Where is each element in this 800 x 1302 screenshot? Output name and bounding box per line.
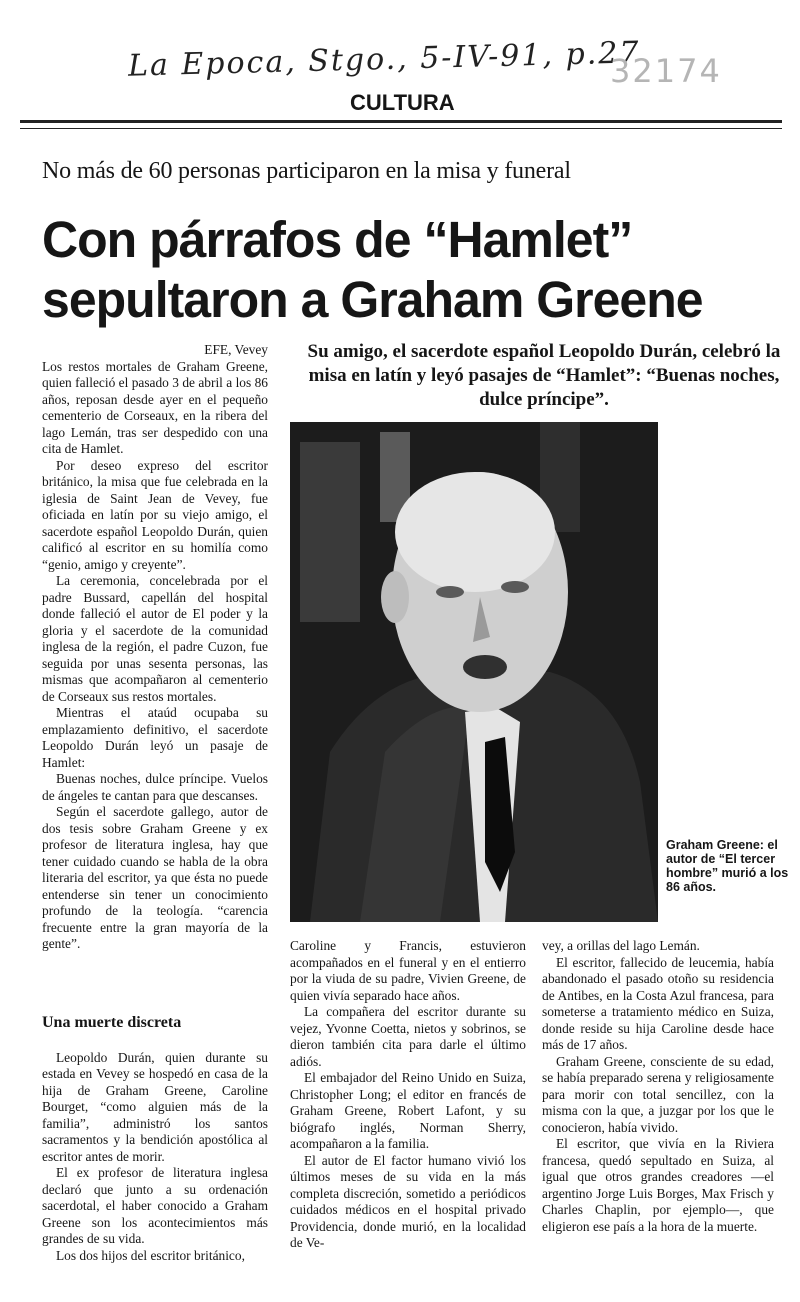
paragraph: Graham Greene, consciente de su edad, se había preparado serena y religiosamente para morir con total sencillez, con la misma con la que, a juzgar por los que le conocieron, había vivido. — [542, 1053, 774, 1135]
paragraph: El escritor, que vivía en la Riviera francesa, quedó sepultado en Suiza, al igual que otros grandes creadores —el argentino Jorge Luis Borges, Max Frisch y Charles Chaplin, por ejemplo—, que eligieron ese país a la hora de la muerte. — [542, 1136, 774, 1234]
paragraph: Leopoldo Durán, quien durante su estada en Vevey se hospedó en casa de la hija de Graham Greene, Caroline Bourget, “como alguien más de la familia”, administró los santos sacramentos y la bendición apostólica al escritor antes de morir. — [42, 1049, 268, 1164]
paragraph: El ex profesor de literatura inglesa declaró que junto a su ordenación sacerdotal, el haber conocido a Graham Greene son los acontecimientos más grandes de su vida. — [42, 1165, 268, 1246]
portrait-illustration — [290, 422, 658, 922]
paragraph: Mientras el ataúd ocupaba su emplazamiento definitivo, el sacerdote Leopoldo Durán leyó un pasaje de Hamlet: — [42, 705, 268, 770]
article-column-3 — [542, 938, 774, 1235]
section-rule — [20, 120, 782, 123]
archive-number: 32174 — [610, 52, 722, 90]
headline-line-1: Con párrafos de “Hamlet” — [42, 211, 633, 268]
paragraph: La ceremonia, concelebrada por el padre Bussard, capellán del hospital donde falleció el autor de El poder y la gloria y el sacerdote de la comunidad inglesa de la región, el padre Cuzon, fue seguida por unas sesenta personas, las mismas que acompañaron al cementerio de Corseaux sus restos mortales. — [42, 573, 268, 704]
headline-line-2: sepultaron a Graham Greene — [42, 271, 703, 328]
paragraph: Los dos hijos del escritor británico, — [56, 1247, 245, 1263]
paragraph: Los restos mortales de Graham Greene, quien falleció el pasado 3 de abril a los 86 años, reposan desde ayer en el pequeño cementerio de Corseaux, en la ribera del lago Lemán, tras ser despedido con una cita de Hamlet. — [42, 358, 268, 456]
deck: Su amigo, el sacerdote español Leopoldo Durán, celebró la misa en latín y leyó pasajes de “Hamlet”: “Buenas noches, dulce príncipe”. — [307, 341, 781, 410]
handwritten-note: La Epoca, Stgo., 5-IV-91, p.27 — [127, 35, 641, 84]
section-rule-thin — [20, 128, 782, 129]
paragraph: Por deseo expreso del escritor británico, la misa que fue celebrada en la iglesia de Saint Jean de Vevey, fue oficiada en latín por su viejo amigo, el sacerdote español Leopoldo Durán, quien calificó al escritor en su homilía como “genio, amigo y creyente”. — [42, 457, 268, 572]
paragraph: Caroline y Francis, estuvieron acompañados en el funeral y en el entierro por la viuda de su padre, Vivien Greene, de quien vivía separado hace años. — [290, 938, 526, 1003]
portrait-photo — [290, 422, 658, 922]
paragraph: El embajador del Reino Unido en Suiza, Christopher Long; el editor en francés de Graham Greene, Robert Lafont, y su biógrafo inglés, Norman Sherry, acompañaron a la familia. — [290, 1070, 526, 1151]
kicker: No más de 60 personas participaron en la misa y funeral — [42, 158, 571, 184]
article-column-1 — [42, 342, 268, 953]
photo-caption: Graham Greene: el autor de “El tercer hombre” murió a los 86 años. — [666, 838, 789, 894]
subheading: Una muerte discreta — [42, 1014, 182, 1031]
article-column-2 — [290, 938, 526, 1252]
quote-paragraph: Buenas noches, dulce príncipe. Vuelos de ángeles te cantan para que descanses. — [42, 771, 268, 803]
paragraph: Según el sacerdote gallego, autor de dos tesis sobre Graham Greene y ex profesor de literatura inglesa, hay que tener cuidado cuando se habla de la obra literaria del escritor, ya que ésta no puede entenderse sin tener un conocimiento profundo de la teología. “carencia frecuente entre la gran mayoría de la gente”. — [42, 804, 268, 951]
paragraph: La compañera del escritor durante su vejez, Yvonne Coetta, nietos y sobrinos, se dieron también cita para darle el último adiós. — [290, 1004, 526, 1069]
byline: EFE, Vevey — [204, 342, 268, 357]
article-column-1-continued — [42, 1015, 268, 1264]
paragraph: vey, a orillas del lago Lemán. — [542, 938, 700, 953]
headline — [42, 210, 767, 330]
paragraph: El autor de El factor humano vivió los últimos meses de su vida en la más completa discreción, sometido a periódicos cuidados médicos en el hospital privado Providencia, donde murió, en la localidad de Ve- — [290, 1152, 526, 1250]
section-title: CULTURA — [350, 90, 455, 115]
paragraph: El escritor, fallecido de leucemia, había abandonado el pasado otoño su residencia de Antibes, en la Costa Azul francesa, para someterse a tratamiento médico en Suiza, donde reside su hija Caroline desde hace más de 17 años. — [542, 954, 774, 1052]
